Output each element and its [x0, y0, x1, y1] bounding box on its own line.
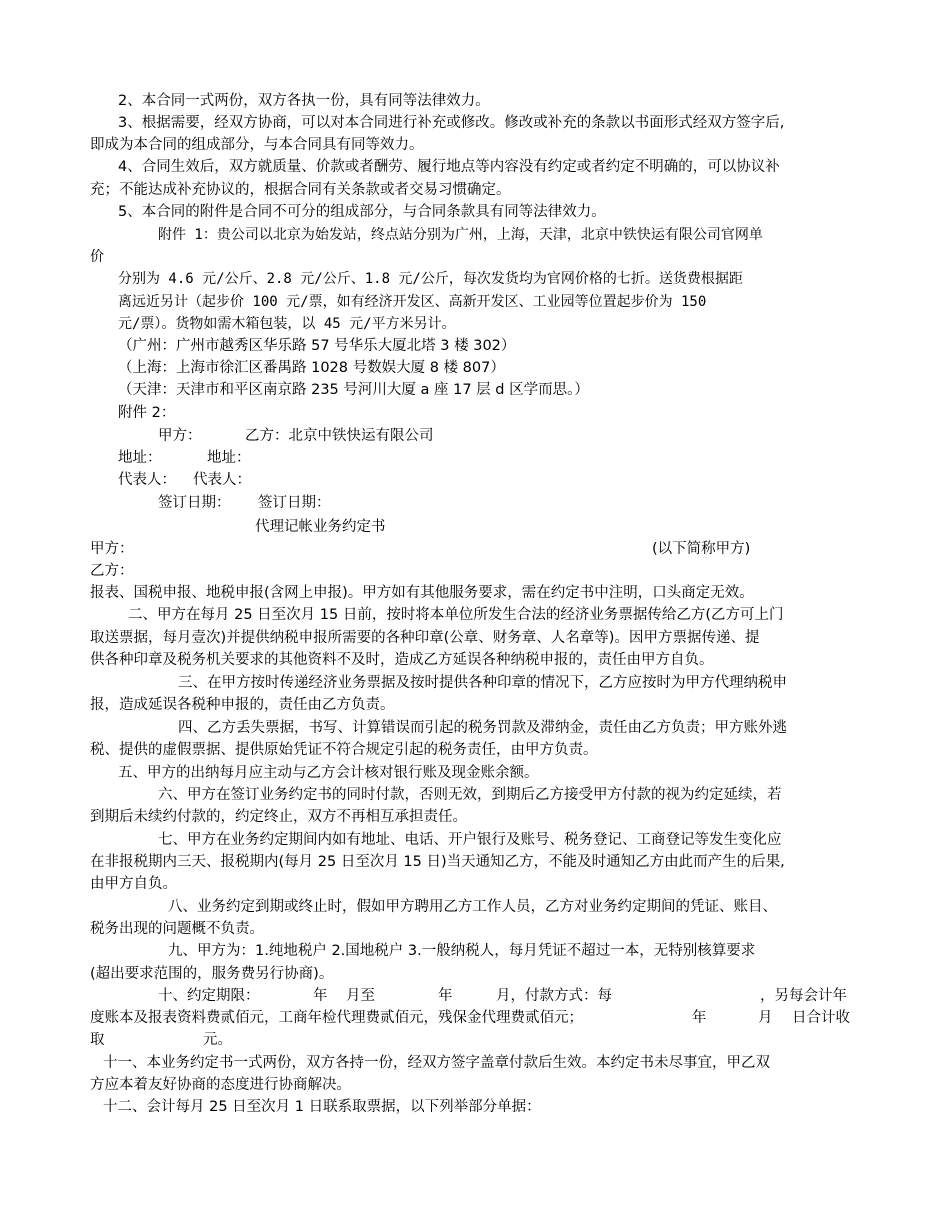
- text-line: 取: [90, 1032, 105, 1048]
- text-line: 年: [438, 988, 453, 1004]
- text-line: 报，造成延误各税种申报的，责任由乙方负责。: [90, 697, 395, 713]
- text-line: 附件 1：贵公司以北京为始发站，终点站分别为广州，上海，天津，北京中铁快运有限公司官网单: [158, 227, 763, 243]
- text-line: 方应本着友好协商的态度进行协商解决。: [90, 1077, 351, 1093]
- party-b-label: 乙方：北京中铁快运有限公司: [245, 428, 434, 444]
- text-line: 七、甲方在业务约定期间内如有地址、电话、开户银行及账号、税务登记、工商登记等发生变化应: [158, 832, 782, 848]
- text-line: 月，付款方式：每: [496, 988, 612, 1004]
- text-line: 元。: [203, 1032, 232, 1048]
- text-line: 日合计收: [792, 1010, 850, 1026]
- text-line: 5、本合同的附件是合同不可分的组成部分，与合同条款具有同等法律效力。: [118, 204, 606, 220]
- text-line: 年: [692, 1010, 707, 1026]
- text-line: 由甲方自负。: [90, 876, 177, 892]
- agreement-title: 代理记帐业务约定书: [255, 519, 386, 535]
- text-line: 四、乙方丢失票据，书写、计算错误而引起的税务罚款及滞纳金，责任由乙方负责；甲方账外逃: [178, 720, 787, 736]
- text-line: 供各种印章及税务机关要求的其他资料不及时，造成乙方延误各种纳税申报的，责任由甲方自负。: [90, 652, 714, 668]
- text-line: 离远近另计（起步价 100 元/票，如有经济开发区、高新开发区、工业园等位置起步价为 150: [118, 294, 707, 310]
- text-line: 六、甲方在签订业务约定书的同时付款，否则无效，到期后乙方接受甲方付款的视为约定延续，若: [158, 787, 782, 803]
- representative-label: 代表人：: [118, 472, 176, 488]
- text-line: 2、本合同一式两份，双方各执一份，具有同等法律效力。: [118, 93, 490, 109]
- sign-date-label: 签订日期：: [158, 495, 231, 511]
- text-line: 二、甲方在每月 25 日至次月 15 日前，按时将本单位所发生合法的经济业务票据传给乙方(乙方可上门: [128, 607, 784, 623]
- text-line: 在非报税期内三天、报税期内(每月 25 日至次月 15 日)当天通知乙方，不能及时通知乙方由此而产生的后果,: [90, 854, 785, 870]
- text-line: （天津：天津市和平区南京路 235 号河川大厦 a 座 17 层 d 区学而思。）: [118, 382, 589, 398]
- text-line: 月至: [346, 988, 375, 1004]
- text-line: （广州：广州市越秀区华乐路 57 号华乐大厦北塔 3 楼 302）: [118, 338, 516, 354]
- representative-label: 代表人：: [193, 472, 251, 488]
- party-a-label: 甲方：: [90, 541, 134, 557]
- text-line: ，另每会计年: [760, 988, 847, 1004]
- sign-date-label: 签订日期：: [258, 495, 331, 511]
- party-a-label: 甲方：: [158, 428, 202, 444]
- text-line: 元/票）。货物如需木箱包装，以 45 元/平方米另计。: [118, 316, 456, 332]
- text-line: 九、甲方为：1.纯地税户 2.国地税户 3.一般纳税人，每月凭证不超过一本，无特别核算要求: [168, 943, 756, 959]
- text-line: 月: [758, 1010, 773, 1026]
- address-label: 地址：: [118, 450, 162, 466]
- text-line: 十二、会计每月 25 日至次月 1 日联系取票据，以下列举部分单据：: [103, 1099, 541, 1115]
- text-line: 价: [90, 249, 104, 265]
- text-line: 税务出现的问题概不负责。: [90, 921, 264, 937]
- text-line: 税、提供的虚假票据、提供原始凭证不符合规定引起的税务责任，由甲方负责。: [90, 742, 598, 758]
- text-line: 三、在甲方按时传递经济业务票据及按时提供各种印章的情况下，乙方应按时为甲方代理纳税申: [178, 675, 787, 691]
- text-line: 4、合同生效后，双方就质量、价款或者酬劳、履行地点等内容没有约定或者约定不明确的，可以协议补: [118, 159, 780, 175]
- text-line: 分别为 4.6 元/公斤、2.8 元/公斤、1.8 元/公斤，每次发货均为官网价格的七折。送货费根据距: [118, 271, 743, 287]
- text-line: 充；不能达成补充协议的，根据合同有关条款或者交易习惯确定。: [90, 182, 511, 198]
- text-line: （上海：上海市徐汇区番禺路 1028 号数娱大厦 8 楼 807）: [118, 360, 505, 376]
- text-line: 十一、本业务约定书一式两份，双方各持一份，经双方签字盖章付款后生效。本约定书未尽事宜，甲乙双: [103, 1055, 770, 1071]
- text-line: 年: [313, 988, 328, 1004]
- address-label: 地址：: [207, 450, 251, 466]
- text-line: 报表、国税申报、地税申报(含网上申报)。甲方如有其他服务要求，需在约定书中注明，口头商定无效。: [90, 585, 754, 601]
- text-line: 3、根据需要，经双方协商，可以对本合同进行补充或修改。修改或补充的条款以书面形式经双方签字后,: [118, 115, 785, 131]
- text-line: 到期后未续约付款的，约定终止，双方不再相互承担责任。: [90, 809, 467, 825]
- text-line: 十、约定期限：: [158, 988, 260, 1004]
- text-line: 五、甲方的出纳每月应主动与乙方会计核对银行账及现金账余额。: [118, 765, 539, 781]
- party-a-note: (以下简称甲方): [652, 541, 751, 557]
- party-b-label: 乙方：: [90, 563, 134, 579]
- text-line: 度账本及报表资料费贰佰元，工商年检代理费贰佰元，残保金代理费贰佰元；: [90, 1010, 583, 1026]
- text-line: 附件 2：: [118, 405, 176, 421]
- text-line: 取送票据，每月壹次)并提供纳税申报所需要的各种印章(公章、财务章、人名章等)。因甲方票据传递、提: [90, 630, 760, 646]
- text-line: 八、业务约定到期或终止时，假如甲方聘用乙方工作人员，乙方对业务约定期间的凭证、账目、: [168, 899, 777, 915]
- text-line: 即成为本合同的组成部分，与本合同具有同等效力。: [90, 137, 424, 153]
- text-line: (超出要求范围的，服务费另行协商)。: [90, 966, 334, 982]
